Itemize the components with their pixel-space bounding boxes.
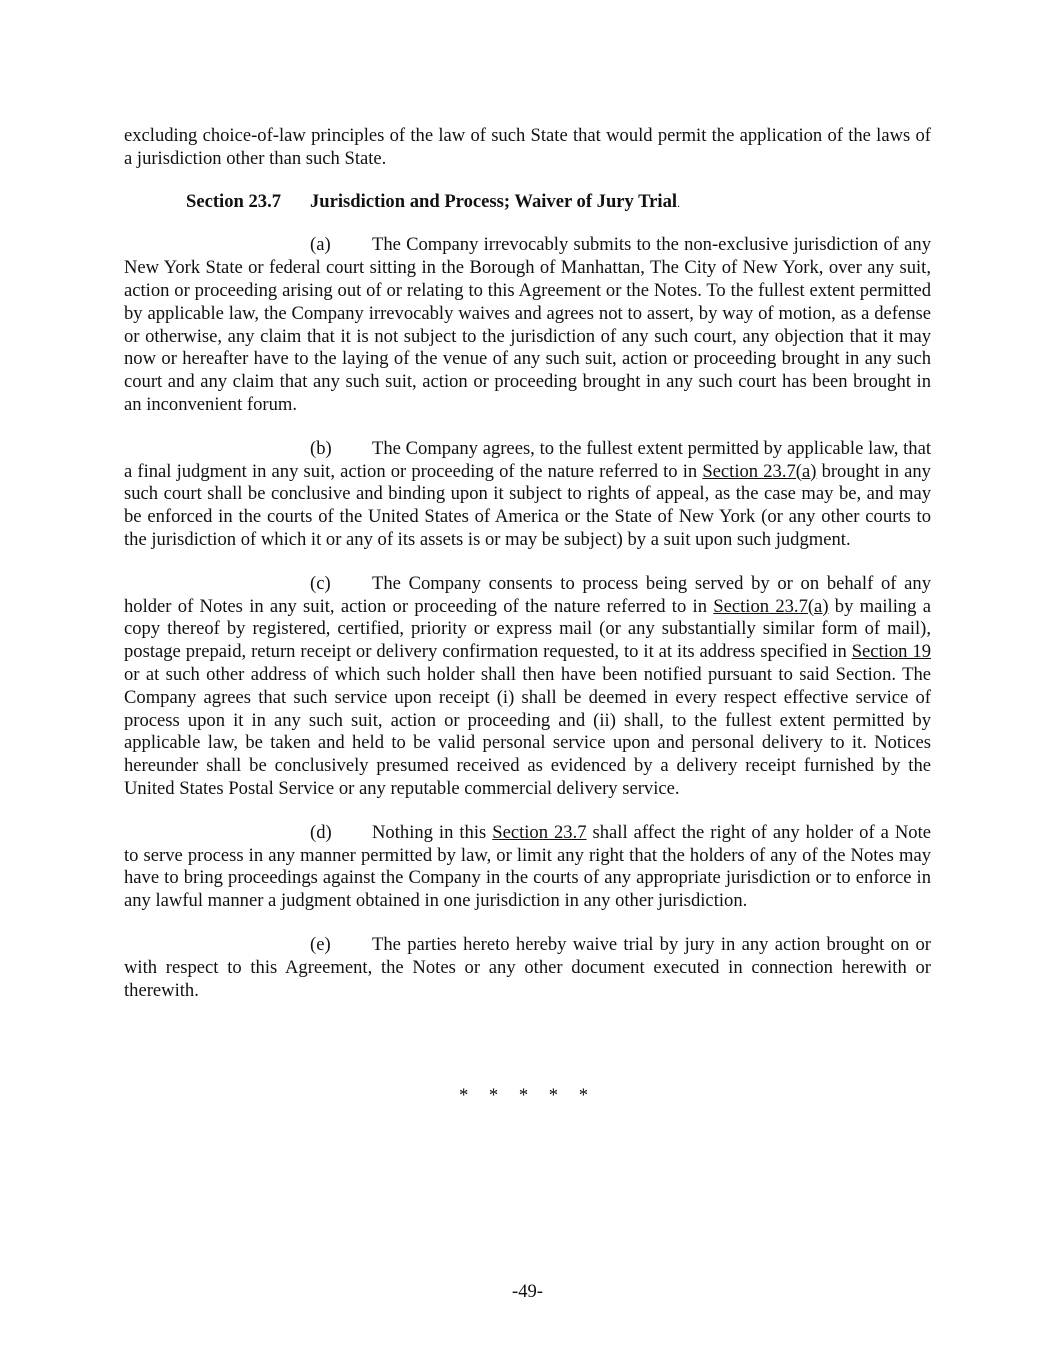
- paragraph-d-label: (d): [310, 821, 332, 843]
- section-title: Jurisdiction and Process; Waiver of Jury Trial: [310, 190, 678, 212]
- opening-paragraph: excluding choice-of-law principles of the law of such State that would permit the application of the laws of a jurisdiction other than such State.: [124, 125, 931, 169]
- section-number: Section 23.7: [186, 190, 282, 212]
- paragraph-b: [124, 438, 931, 552]
- paragraph-d-text-1: Nothing in this: [372, 821, 487, 843]
- section-separator: * * * * *: [458, 1085, 597, 1106]
- paragraph-a-label: (a): [310, 234, 331, 256]
- paragraph-d-text-2: shall affect the right of any holder of a Note to serve process in any manner permitted by law, or limit any right that the holders of any of the Notes may have to bring proceedings against the Company in the courts of any appropriate jurisdiction or to enforce in any lawful manner a judgment obtained in one jurisdiction in any other jurisdiction.: [124, 821, 931, 912]
- section-reference-link[interactable]: Section 23.7: [492, 821, 587, 843]
- paragraph-c-text-3: or at such other address of which such holder shall then have been notified pursuant to said Section. The Company agrees that such service upon receipt (i) shall be deemed in every respect effective service of process upon it in any such suit, action or proceeding and (ii) shall, to the fullest extent permitted by applicable law, be taken and held to be valid personal service upon and personal delivery to it. Notices hereunder shall be conclusively presumed received as evidenced by a delivery receipt furnished by the United States Postal Service or any reputable commercial delivery service.: [124, 663, 931, 799]
- paragraph-d: [124, 822, 931, 913]
- paragraph-a-text: The Company irrevocably submits to the non-exclusive jurisdiction of any New York State or federal court sitting in the Borough of Manhattan, The City of New York, over any suit, action or proceeding arising out of or relating to this Agreement or the Notes. To the fullest extent permitted by applicable law, the Company irrevocably waives and agrees not to assert, by way of motion, as a defense or otherwise, any claim that it is not subject to the jurisdiction of any such court, any objection that it may now or hereafter have to the laying of the venue of any such suit, action or proceeding brought in any such court and any claim that any such suit, action or proceeding brought in any such court has been brought in an inconvenient forum.: [124, 234, 931, 415]
- paragraph-a: [124, 234, 931, 416]
- page-number: -49-: [512, 1281, 543, 1302]
- section-title-period: .: [677, 195, 681, 210]
- paragraph-b-label: (b): [310, 437, 332, 459]
- section-heading: [124, 191, 931, 215]
- section-reference-link[interactable]: Section 19: [851, 641, 931, 663]
- paragraph-c-text-1: The Company consents to process being served by or on behalf of any holder of Notes in any suit, action or proceeding of the nature referred to in: [124, 572, 931, 617]
- section-reference-link[interactable]: Section 23.7(a): [702, 460, 817, 482]
- paragraph-e-text: The parties hereto hereby waive trial by jury in any action brought on or with respect to this Agreement, the Notes or any other document executed in connection herewith or therewith.: [124, 933, 931, 1001]
- document-page: [124, 125, 931, 1023]
- paragraph-c: [124, 573, 931, 801]
- paragraph-e: [124, 934, 931, 1002]
- paragraph-b-text-1: The Company agrees, to the fullest extent permitted by applicable law, that a final judgment in any suit, action or proceeding of the nature referred to in: [124, 437, 931, 482]
- paragraph-e-label: (e): [310, 933, 331, 955]
- section-reference-link[interactable]: Section 23.7(a): [713, 595, 829, 617]
- paragraph-b-text-2: brought in any such court shall be conclusive and binding upon it subject to rights of appeal, as the case may be, and may be enforced in the courts of the United States of America or the State of New York (or any other courts to the jurisdiction of which it or any of its assets is or may be subject) by a suit upon such judgment.: [124, 460, 931, 550]
- paragraph-c-text-2: by mailing a copy thereof by registered, certified, priority or express mail (or any substantially similar form of mail), postage prepaid, return receipt or delivery confirmation requested, to it at its address specified in: [124, 595, 932, 663]
- paragraph-c-label: (c): [310, 572, 331, 594]
